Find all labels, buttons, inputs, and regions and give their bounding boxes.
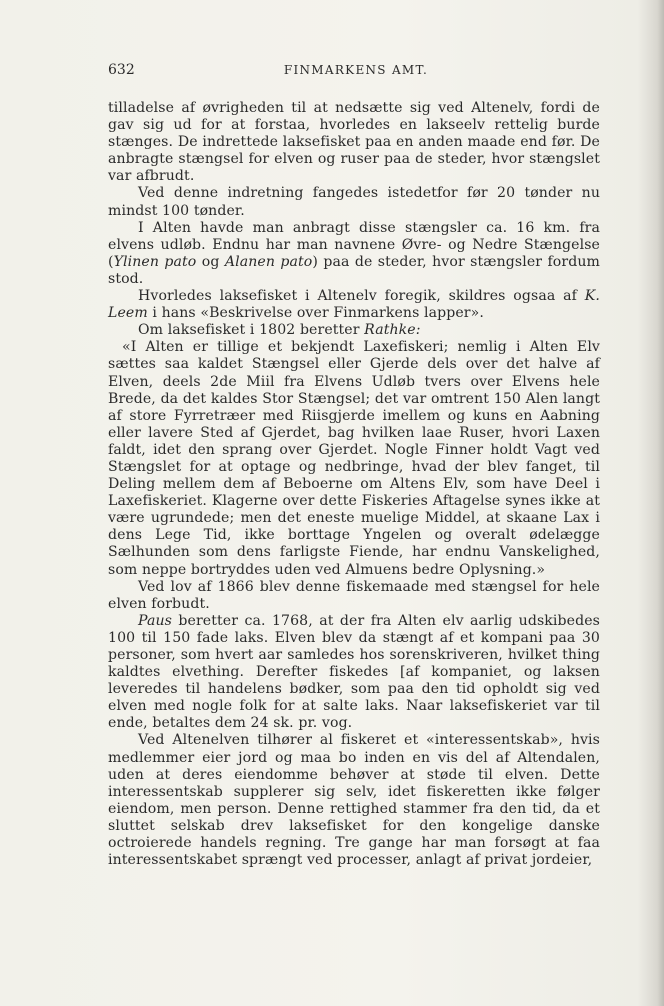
paragraph-text: Hvorledes laksefisket i Altenelv foregik, skildres ogsaa af — [138, 288, 585, 305]
author-name-italic: Rathke: — [364, 322, 421, 339]
paragraph-text: Om laksefisket i 1802 beretter — [138, 322, 365, 339]
author-name-italic: K. Leem — [108, 288, 600, 322]
paragraph-text: I Alten havde man anbragt disse stængsler ca. 16 km. fra elvens udløb. Endnu har man navnene Øvre- og Nedre Stængelse ( — [108, 219, 600, 270]
paragraph — [108, 613, 600, 733]
paragraph: Ved Altenelven tilhører al fiskeret et «interessentskab», hvis medlemmer eier jord og maa bo inden en vis del af Altendalen, uden at deres eiendomme behøver at støde til elven. Dette interessentskab supplerer sig selv, idet fiskeretten ikke følger eiendom, men person. Denne rettighed stammer fra den tid, da et sluttet selskab drev laksefisket for den kongelige danske octroierede handels regning. Tre gange har man forsøgt at faa interessentskabet sprængt ved processer, anlagt af privat jordeier, — [108, 732, 600, 869]
paragraph: Ved denne indretning fangedes istedetfor før 20 tønder nu mindst 100 tønder. — [108, 185, 600, 219]
paragraph-text: i hans «Beskrivelse over Finmarkens lapper». — [147, 305, 484, 322]
paragraph — [108, 322, 600, 339]
paragraph — [108, 220, 600, 288]
page-number: 632 — [108, 62, 135, 78]
paragraph-text: og — [196, 253, 225, 270]
author-name-italic: Paus — [138, 612, 172, 629]
quotation-paragraph: «I Alten er tillige et bekjendt Laxefiskeri; nemlig i Alten Elv sættes saa kaldet Stængsel eller Gjerde dels over det halve af Elven, deels 2de Miil fra Elvens Udløb tvers over Elvens hele Brede, da det kaldes Stor Stængsel; det var omtrent 150 Alen langt af store Fyrretræer med Riisgjerde imellem og kuns en Aabning eller lavere Sted af Gjerdet, bag hvilken laae Ruser, hvori Laxen faldt, idet den sprang over Gjerdet. Nogle Finner holdt Vagt ved Stængslet for at optage og nedbringe, hvad der blev fanget, til Deling mellem dem af Beboerne om Altens Elv, som have Deel i Laxefiskeriet. Klagerne over dette Fiskeries Aftagelse synes ikke at være ugrundede; men det eneste muelige Middel, at skaane Lax i dens Lege Tid, ikke borttage Yngelen og overalt ødelægge Sælhunden som dens farligste Fiende, har endnu Vanskelighed, som neppe bortryddes uden ved Almuens bedre Oplysning.» — [108, 339, 600, 578]
running-head: FINMARKENS AMT. — [283, 63, 429, 77]
paragraph-text: ) paa de steder, hvor stængsler fordum stod. — [108, 253, 600, 287]
place-name-italic: Ylinen pato — [113, 253, 197, 270]
body-text — [108, 100, 600, 869]
paragraph: tilladelse af øvrigheden til at nedsætte sig ved Altenelv, fordi de gav sig ud for at forstaa, hvorledes en lakseelv rettelig burde stænges. De indrettede laksefisket paa en anden maade end før. De anbragte stængsel for elven og ruser paa de steder, hvor stængslet var afbrudt. — [108, 100, 600, 185]
paragraph-text: beretter ca. 1768, at der fra Alten elv aarlig udskibedes 100 til 150 fade laks. Elven blev da stængt af et kompani paa 30 personer, som hvert aar samledes hos sorenskriveren, hvilket thing kaldtes elvething. Derefter fiskedes [af kompaniet, og laksen leveredes til handelens bødker, som paa den tid opholdt sig ved elven med nogle folk for at salte laks. Naar laksefiskeriet var til ende, betaltes dem 24 sk. pr. vog. — [108, 612, 600, 732]
paragraph: Ved lov af 1866 blev denne fiskemaade med stængsel for hele elven forbudt. — [108, 578, 600, 612]
place-name-italic: Alanen pato — [224, 253, 313, 270]
page-header — [108, 62, 604, 82]
paragraph — [108, 288, 600, 322]
